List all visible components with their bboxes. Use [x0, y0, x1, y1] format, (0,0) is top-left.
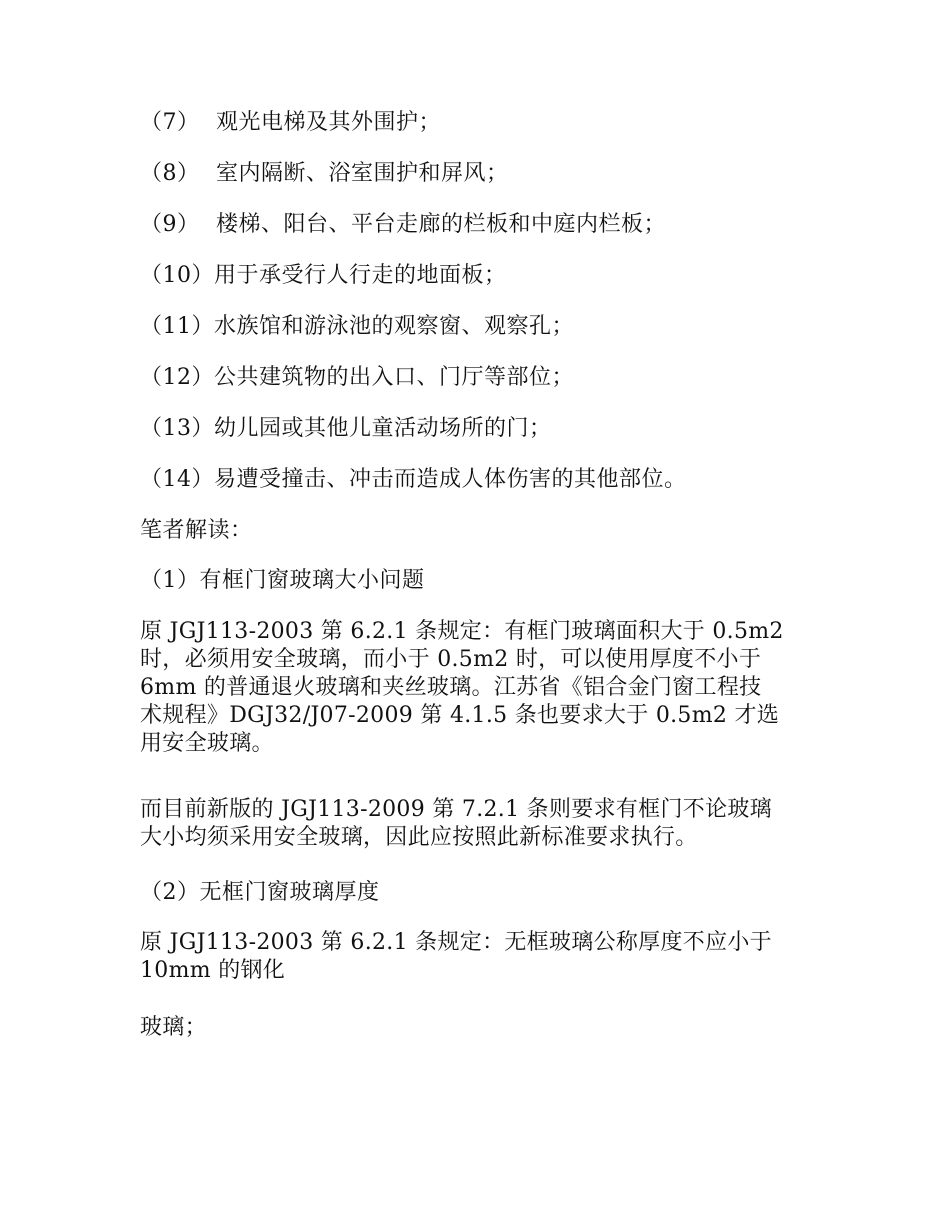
list-item-text: 观光电梯及其外围护；	[216, 110, 442, 135]
list-item-text: 用于承受行人行走的地面板；	[214, 263, 507, 288]
list-item-number: （14）	[140, 467, 214, 492]
section2-paragraph-2	[140, 1014, 820, 1042]
section2-paragraph-1	[140, 929, 820, 985]
paragraph-line: 用安全玻璃。	[140, 731, 274, 756]
author-heading: 笔者解读：	[140, 518, 253, 543]
paragraph-line: 而目前新版的 JGJ113-2009 第 7.2.1 条则要求有框门不论玻璃	[140, 797, 772, 822]
list-item-text: 楼梯、阳台、平台走廊的栏板和中庭内栏板；	[216, 212, 667, 237]
section1-paragraph-1	[140, 618, 820, 758]
list-item-number: （11）	[140, 314, 214, 339]
section-heading-2: （2）无框门窗玻璃厚度	[140, 880, 380, 905]
list-item-11	[140, 312, 820, 342]
list-item-text: 幼儿园或其他儿童活动场所的门；	[214, 416, 552, 441]
list-item-10	[140, 261, 820, 291]
list-item-number: （8）	[140, 161, 200, 186]
paragraph-line: 大小均须采用安全玻璃，因此应按照此新标准要求执行。	[140, 825, 698, 850]
paragraph-line: 时，必须用安全玻璃，而小于 0.5m2 时，可以使用厚度不小于	[140, 647, 762, 672]
paragraph-line: 术规程》DGJ32/J07-2009 第 4.1.5 条也要求大于 0.5m2 才选	[140, 703, 780, 728]
paragraph-line: 6mm 的普通退火玻璃和夹丝玻璃。江苏省《铝合金门窗工程技	[140, 675, 762, 700]
paragraph-line: 原 JGJ113-2003 第 6.2.1 条规定：无框玻璃公称厚度不应小于	[140, 930, 772, 955]
list-item-text: 水族馆和游泳池的观察窗、观察孔；	[214, 314, 575, 339]
list-item-number: （9）	[140, 212, 200, 237]
list-item-number: （13）	[140, 416, 214, 441]
section1-paragraph-2	[140, 796, 820, 852]
section-heading-1: （1）有框门窗玻璃大小问题	[140, 568, 425, 593]
list-item-9	[140, 210, 820, 240]
paragraph-line: 10mm 的钢化	[140, 958, 286, 983]
paragraph-line: 原 JGJ113-2003 第 6.2.1 条规定：有框门玻璃面积大于 0.5m2	[140, 619, 784, 644]
list-item-13	[140, 414, 820, 444]
list-item-number: （12）	[140, 365, 214, 390]
list-item-text: 公共建筑物的出入口、门厅等部位；	[214, 365, 575, 390]
list-item-12	[140, 363, 820, 393]
list-item-14	[140, 465, 820, 495]
paragraph-line: 玻璃；	[140, 1015, 207, 1040]
list-item-7	[140, 108, 820, 138]
list-item-text: 室内隔断、浴室围护和屏风；	[216, 161, 509, 186]
list-item-8	[140, 159, 820, 189]
list-item-number: （7）	[140, 110, 200, 135]
list-item-number: （10）	[140, 263, 214, 288]
list-item-text: 易遭受撞击、冲击而造成人体伤害的其他部位。	[214, 467, 687, 492]
